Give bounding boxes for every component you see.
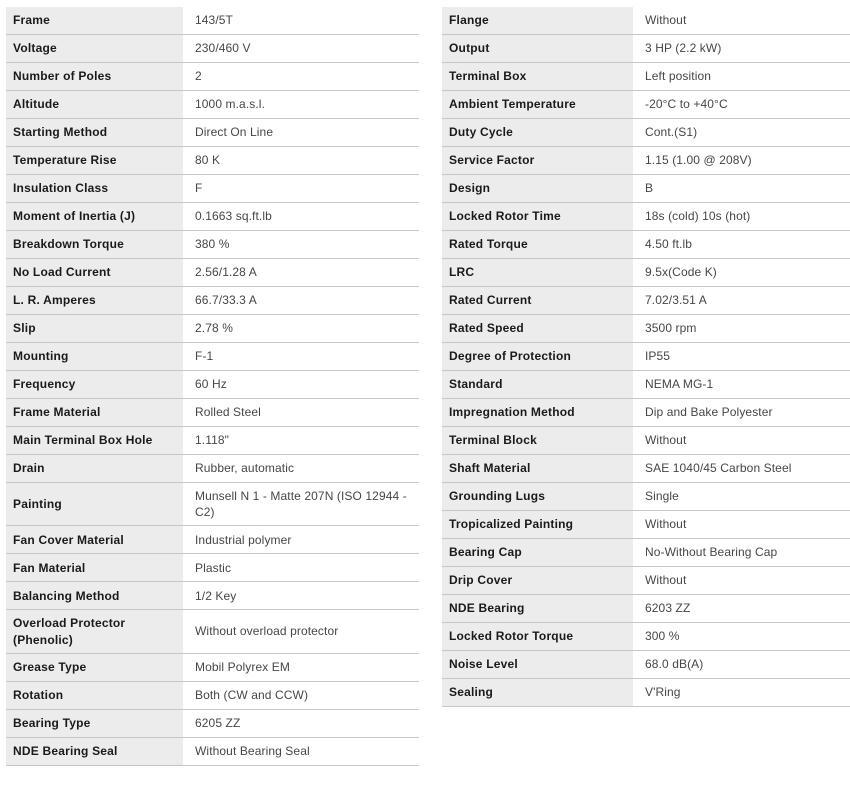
spec-row [6,315,419,343]
spec-label: Shaft Material [442,455,633,482]
spec-value: 1/2 Key [195,588,237,603]
spec-value: 1.118" [195,433,229,448]
spec-label: Bearing Cap [442,539,633,566]
spec-label: Mounting [6,343,183,370]
spec-value: Munsell N 1 - Matte 207N (ISO 12944 - C2) [195,489,407,520]
spec-row [442,343,850,371]
spec-value: 6203 ZZ [645,601,691,616]
spec-value: 4.50 ft.lb [645,237,693,252]
spec-label: Noise Level [442,651,633,678]
spec-label: Grease Type [6,654,183,681]
spec-label: Locked Rotor Torque [442,623,633,650]
spec-value: Without [645,13,687,28]
spec-value: Mobil Polyrex EM [195,660,290,675]
spec-value: 143/5T [195,13,233,28]
spec-value: B [645,181,654,196]
spec-value: 7.02/3.51 A [645,293,707,308]
spec-label: LRC [442,259,633,286]
spec-row [6,554,419,582]
spec-row [6,147,419,175]
spec-value: F [195,181,203,196]
spec-value: No-Without Bearing Cap [645,545,778,560]
spec-row [442,399,850,427]
spec-label: Bearing Type [6,710,183,737]
spec-row [6,91,419,119]
spec-value: 1.15 (1.00 @ 208V) [645,153,752,168]
spec-value: NEMA MG-1 [645,377,714,392]
spec-value: SAE 1040/45 Carbon Steel [645,461,792,476]
spec-label: Terminal Block [442,427,633,454]
spec-row [6,175,419,203]
spec-value: Direct On Line [195,125,274,140]
spec-value: 2 [195,69,202,84]
spec-row [6,738,419,766]
spec-label: Slip [6,315,183,342]
spec-label: Fan Material [6,554,183,581]
spec-value: 18s (cold) 10s (hot) [645,209,751,224]
spec-value: 380 % [195,237,230,252]
spec-label: Duty Cycle [442,119,633,146]
spec-row [6,343,419,371]
spec-label: Frequency [6,371,183,398]
spec-value: 60 Hz [195,377,227,392]
spec-value: IP55 [645,349,671,364]
spec-value: 80 K [195,153,221,168]
spec-row [6,35,419,63]
spec-label: Frame Material [6,399,183,426]
spec-row [6,7,419,35]
spec-label: Drip Cover [442,567,633,594]
spec-label: Insulation Class [6,175,183,202]
spec-row [442,147,850,175]
spec-row [442,427,850,455]
spec-row [442,651,850,679]
spec-value: F-1 [195,349,214,364]
spec-label: Terminal Box [442,63,633,90]
spec-row [442,63,850,91]
spec-value: V'Ring [645,685,681,700]
spec-label: Rotation [6,682,183,709]
spec-value: 3 HP (2.2 kW) [645,41,722,56]
spec-row [6,526,419,554]
spec-value: Without Bearing Seal [195,744,310,759]
spec-value: -20°C to +40°C [645,97,728,112]
spec-value: 68.0 dB(A) [645,657,704,672]
spec-label: Rated Torque [442,231,633,258]
spec-row [6,119,419,147]
spec-label: Starting Method [6,119,183,146]
spec-label: L. R. Amperes [6,287,183,314]
spec-row [6,287,419,315]
spec-value: Single [645,489,679,504]
spec-value: 2.78 % [195,321,233,336]
spec-row [442,231,850,259]
spec-row [6,259,419,287]
spec-label: Breakdown Torque [6,231,183,258]
spec-label: Frame [6,7,183,34]
spec-value: Without [645,573,687,588]
spec-row [442,623,850,651]
spec-value: 1000 m.a.s.l. [195,97,266,112]
spec-value: Both (CW and CCW) [195,688,309,703]
spec-label: Ambient Temperature [442,91,633,118]
spec-value: 0.1663 sq.ft.lb [195,209,272,224]
spec-label: Tropicalized Painting [442,511,633,538]
spec-label: Service Factor [442,147,633,174]
spec-row [6,610,419,653]
spec-row [442,595,850,623]
spec-label: Balancing Method [6,582,183,609]
spec-table-right [442,7,850,707]
spec-label: Number of Poles [6,63,183,90]
spec-label: Overload Protector (Phenolic) [6,610,183,652]
spec-row [6,455,419,483]
spec-row [6,483,419,526]
spec-value: 66.7/33.3 A [195,293,257,308]
spec-row [442,511,850,539]
spec-label: Voltage [6,35,183,62]
spec-row [442,483,850,511]
spec-value: Without [645,517,687,532]
spec-row [6,582,419,610]
spec-label: Painting [6,483,183,525]
spec-row [442,7,850,35]
spec-row [6,371,419,399]
spec-value: Rolled Steel [195,405,261,420]
spec-value: 2.56/1.28 A [195,265,257,280]
spec-value: Plastic [195,560,232,575]
spec-row [6,710,419,738]
spec-row [6,63,419,91]
spec-row [442,287,850,315]
spec-row [442,175,850,203]
spec-label: Output [442,35,633,62]
spec-row [6,231,419,259]
spec-label: NDE Bearing [442,595,633,622]
spec-value: 6205 ZZ [195,716,241,731]
spec-value: Rubber, automatic [195,461,295,476]
spec-label: Flange [442,7,633,34]
spec-value: Left position [645,69,712,84]
spec-row [442,259,850,287]
spec-row [442,371,850,399]
spec-value: 230/460 V [195,41,251,56]
spec-label: Fan Cover Material [6,526,183,553]
spec-label: Moment of Inertia (J) [6,203,183,230]
spec-label: Main Terminal Box Hole [6,427,183,454]
spec-row [6,427,419,455]
spec-table-left [6,7,419,766]
spec-row [6,399,419,427]
spec-label: Impregnation Method [442,399,633,426]
spec-value: Dip and Bake Polyester [645,405,773,420]
spec-label: Altitude [6,91,183,118]
spec-label: Grounding Lugs [442,483,633,510]
spec-label: Rated Speed [442,315,633,342]
spec-row [442,91,850,119]
spec-row [6,682,419,710]
spec-label: Design [442,175,633,202]
spec-row [442,679,850,707]
spec-row [442,203,850,231]
spec-row [442,567,850,595]
spec-label: NDE Bearing Seal [6,738,183,765]
spec-row [6,203,419,231]
spec-value: 3500 rpm [645,321,697,336]
spec-row [442,539,850,567]
spec-label: Drain [6,455,183,482]
spec-value: 300 % [645,629,680,644]
spec-label: Sealing [442,679,633,706]
spec-label: Locked Rotor Time [442,203,633,230]
spec-value: Cont.(S1) [645,125,698,140]
spec-value: Without [645,433,687,448]
spec-label: Degree of Protection [442,343,633,370]
spec-label: Standard [442,371,633,398]
spec-label: Rated Current [442,287,633,314]
spec-row [442,119,850,147]
spec-row [442,315,850,343]
spec-value: 9.5x(Code K) [645,265,717,280]
spec-value: Without overload protector [195,624,339,639]
spec-row [442,35,850,63]
spec-value: Industrial polymer [195,532,292,547]
spec-label: No Load Current [6,259,183,286]
spec-row [6,654,419,682]
spec-row [442,455,850,483]
spec-label: Temperature Rise [6,147,183,174]
